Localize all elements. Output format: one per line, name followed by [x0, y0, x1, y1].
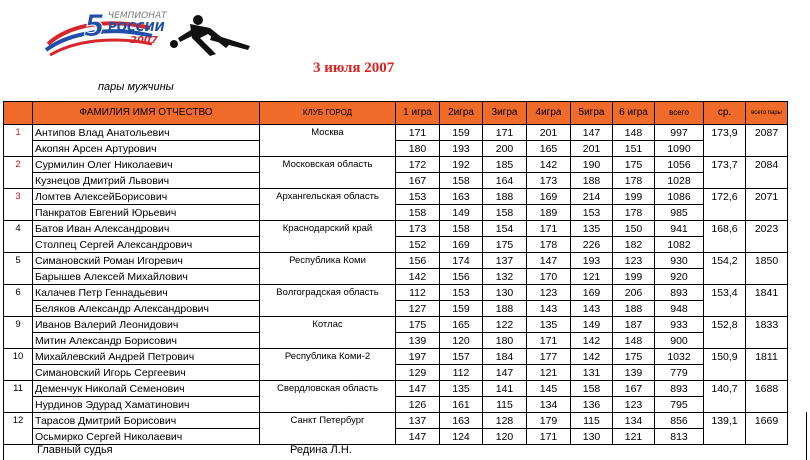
bowler-icon [170, 15, 250, 56]
player-name: Деменчук Николай Семенович [33, 381, 260, 397]
rank-cell: 12 [4, 413, 33, 429]
pair-average: 154,2 [704, 253, 746, 269]
pair-total: 1841 [746, 285, 788, 301]
game-score: 120 [483, 429, 527, 445]
pair-total [746, 205, 788, 221]
game-score: 147 [396, 381, 440, 397]
table-row [4, 381, 788, 397]
game-score: 192 [440, 157, 483, 173]
game-score: 171 [527, 429, 571, 445]
category-subtitle: пары мужчины [98, 81, 174, 93]
game-score: 200 [483, 141, 527, 157]
header-pair-total: всего пары [746, 102, 788, 125]
pair-total [746, 397, 788, 413]
game-score: 188 [613, 301, 655, 317]
game-score: 158 [440, 221, 483, 237]
player-total: 1086 [655, 189, 704, 205]
pair-average [704, 269, 746, 285]
rank-cell [4, 237, 33, 253]
player-total: 1032 [655, 349, 704, 365]
game-score: 112 [396, 285, 440, 301]
header-average: ср. [704, 102, 746, 125]
game-score: 184 [483, 349, 527, 365]
game-score: 127 [396, 301, 440, 317]
pair-total: 1688 [746, 381, 788, 397]
game-score: 128 [483, 413, 527, 429]
game-score: 165 [527, 141, 571, 157]
table-row [4, 397, 788, 413]
game-score: 121 [613, 429, 655, 445]
player-name: Сурмилин Олег Николаевич [33, 157, 260, 173]
player-total: 1082 [655, 237, 704, 253]
table-row [4, 349, 788, 365]
player-total: 1028 [655, 173, 704, 189]
game-score: 149 [440, 205, 483, 221]
game-score: 139 [613, 365, 655, 381]
game-score: 148 [613, 125, 655, 141]
pair-total: 1669 [746, 413, 788, 429]
rank-cell: 4 [4, 221, 33, 237]
player-name: Осьмирко Сергей Николаевич [33, 429, 260, 445]
game-score: 123 [613, 253, 655, 269]
game-score: 130 [483, 285, 527, 301]
game-score: 135 [571, 221, 613, 237]
game-score: 135 [440, 381, 483, 397]
player-total: 779 [655, 365, 704, 381]
pair-total: 1850 [746, 253, 788, 269]
pair-average [704, 141, 746, 157]
player-name: Симановский Игорь Сергеевич [33, 365, 260, 381]
game-score: 174 [440, 253, 483, 269]
player-name: Калачев Петр Геннадьевич [33, 285, 260, 301]
table-row [4, 333, 788, 349]
player-total: 856 [655, 413, 704, 429]
pair-average: 139,1 [704, 413, 746, 429]
game-score: 214 [571, 189, 613, 205]
game-score: 178 [527, 237, 571, 253]
game-score: 171 [527, 333, 571, 349]
player-total: 893 [655, 381, 704, 397]
game-score: 163 [440, 189, 483, 205]
game-score: 188 [483, 189, 527, 205]
game-score: 190 [571, 157, 613, 173]
club-cell: Свердловская область [260, 381, 396, 397]
pair-average: 150,9 [704, 349, 746, 365]
club-cell [260, 397, 396, 413]
game-score: 115 [483, 397, 527, 413]
game-score: 115 [571, 413, 613, 429]
pair-total [746, 141, 788, 157]
player-name: Акопян Арсен Артурович [33, 141, 260, 157]
game-score: 143 [527, 301, 571, 317]
club-cell: Московская область [260, 157, 396, 173]
header-game-6: 6 игра [613, 102, 655, 125]
pair-total [746, 269, 788, 285]
results-table [3, 101, 788, 445]
player-name: Нурдинов Эдурад Хаматинович [33, 397, 260, 413]
table-row [4, 173, 788, 189]
game-score: 156 [396, 253, 440, 269]
game-score: 201 [527, 125, 571, 141]
table-row [4, 301, 788, 317]
player-total: 941 [655, 221, 704, 237]
game-score: 164 [483, 173, 527, 189]
game-score: 182 [613, 237, 655, 253]
club-cell: Республика Коми [260, 253, 396, 269]
pair-average: 172,6 [704, 189, 746, 205]
rank-cell [4, 365, 33, 381]
header-total: всего [655, 102, 704, 125]
header-game-1: 1 игра [396, 102, 440, 125]
player-name: Беляков Александр Александрович [33, 301, 260, 317]
game-score: 151 [613, 141, 655, 157]
table-row [4, 285, 788, 301]
game-score: 134 [527, 397, 571, 413]
game-score: 130 [571, 429, 613, 445]
game-score: 141 [483, 381, 527, 397]
rank-cell: 5 [4, 253, 33, 269]
logo-line1: ЧЕМПИОНАТ [108, 11, 167, 21]
game-score: 175 [483, 237, 527, 253]
table-row [4, 237, 788, 253]
club-cell [260, 333, 396, 349]
player-name: Столпец Сергей Александрович [33, 237, 260, 253]
game-score: 136 [571, 397, 613, 413]
player-name: Ломтев АлексейБорисович [33, 189, 260, 205]
game-score: 187 [613, 317, 655, 333]
game-score: 171 [483, 125, 527, 141]
game-score: 226 [571, 237, 613, 253]
club-cell [260, 269, 396, 285]
game-score: 153 [571, 205, 613, 221]
pair-average: 173,9 [704, 125, 746, 141]
rank-cell [4, 269, 33, 285]
player-total: 985 [655, 205, 704, 221]
player-name: Иванов Валерий Леонидович [33, 317, 260, 333]
game-score: 122 [483, 317, 527, 333]
pair-average [704, 333, 746, 349]
pair-average [704, 173, 746, 189]
pair-total: 2084 [746, 157, 788, 173]
game-score: 123 [613, 397, 655, 413]
event-date: 3 июля 2007 [313, 60, 395, 76]
game-score: 169 [527, 189, 571, 205]
header-game-4: 4игра [527, 102, 571, 125]
pair-average: 152,8 [704, 317, 746, 333]
pair-total: 2071 [746, 189, 788, 205]
game-score: 147 [527, 253, 571, 269]
pair-average [704, 237, 746, 253]
table-row [4, 317, 788, 333]
table-row [4, 157, 788, 173]
game-score: 206 [613, 285, 655, 301]
club-cell: Архангельская область [260, 189, 396, 205]
game-score: 172 [396, 157, 440, 173]
game-score: 121 [571, 269, 613, 285]
header-game-2: 2игра [440, 102, 483, 125]
game-score: 177 [527, 349, 571, 365]
table-row [4, 253, 788, 269]
game-score: 132 [483, 269, 527, 285]
pair-average [704, 429, 746, 445]
club-cell [260, 173, 396, 189]
game-score: 169 [571, 285, 613, 301]
player-total: 1090 [655, 141, 704, 157]
game-score: 158 [396, 205, 440, 221]
club-cell: Республика Коми-2 [260, 349, 396, 365]
club-cell: Краснодарский край [260, 221, 396, 237]
table-row [4, 205, 788, 221]
player-total: 795 [655, 397, 704, 413]
game-score: 175 [396, 317, 440, 333]
table-row [4, 189, 788, 205]
rank-cell: 9 [4, 317, 33, 333]
game-score: 153 [440, 285, 483, 301]
game-score: 193 [440, 141, 483, 157]
game-score: 199 [613, 189, 655, 205]
game-score: 167 [396, 173, 440, 189]
club-cell [260, 237, 396, 253]
game-score: 142 [571, 349, 613, 365]
game-score: 154 [483, 221, 527, 237]
game-score: 129 [396, 365, 440, 381]
player-total: 930 [655, 253, 704, 269]
rank-cell [4, 333, 33, 349]
club-cell: Санкт Петербург [260, 413, 396, 429]
pair-total [746, 301, 788, 317]
rank-cell: 1 [4, 125, 33, 141]
pair-average [704, 205, 746, 221]
game-score: 171 [527, 221, 571, 237]
header-rank [4, 102, 33, 125]
player-name: Барышев Алексей Михайлович [33, 269, 260, 285]
club-cell: Москва [260, 125, 396, 141]
game-score: 170 [527, 269, 571, 285]
game-score: 139 [396, 333, 440, 349]
game-score: 175 [613, 157, 655, 173]
pair-average [704, 365, 746, 381]
pair-total: 1833 [746, 317, 788, 333]
game-score: 126 [396, 397, 440, 413]
game-score: 143 [571, 301, 613, 317]
game-score: 163 [440, 413, 483, 429]
player-name: Тарасов Дмитрий Борисович [33, 413, 260, 429]
player-name: Панкратов Евгений Юрьевич [33, 205, 260, 221]
header-name: ФАМИЛИЯ ИМЯ ОТЧЕСТВО [33, 102, 260, 125]
pair-total: 2087 [746, 125, 788, 141]
game-score: 201 [571, 141, 613, 157]
game-score: 167 [613, 381, 655, 397]
pair-average [704, 301, 746, 317]
player-name: Михайлевский Андрей Петрович [33, 349, 260, 365]
pair-average: 168,6 [704, 221, 746, 237]
player-name: Антипов Влад Анатольевич [33, 125, 260, 141]
game-score: 179 [527, 413, 571, 429]
game-score: 120 [440, 333, 483, 349]
game-score: 148 [613, 333, 655, 349]
club-cell: Котлас [260, 317, 396, 333]
game-score: 123 [527, 285, 571, 301]
rank-cell: 6 [4, 285, 33, 301]
game-score: 180 [483, 333, 527, 349]
rank-cell: 11 [4, 381, 33, 397]
club-cell [260, 301, 396, 317]
rank-cell [4, 141, 33, 157]
table-row [4, 365, 788, 381]
game-score: 142 [396, 269, 440, 285]
table-row [4, 221, 788, 237]
game-score: 156 [440, 269, 483, 285]
pair-average: 153,4 [704, 285, 746, 301]
player-total: 1056 [655, 157, 704, 173]
game-score: 137 [396, 413, 440, 429]
header-club: КЛУБ ГОРОД [260, 102, 396, 125]
club-cell [260, 205, 396, 221]
player-name: Симановский Роман Игоревич [33, 253, 260, 269]
header-game-5: 5игра [571, 102, 613, 125]
pair-average: 140,7 [704, 381, 746, 397]
game-score: 188 [571, 173, 613, 189]
game-score: 112 [440, 365, 483, 381]
game-score: 134 [613, 413, 655, 429]
championship-logo [40, 4, 260, 60]
game-score: 142 [527, 157, 571, 173]
logo-year: 2007 [130, 35, 158, 46]
game-score: 178 [613, 173, 655, 189]
game-score: 147 [483, 365, 527, 381]
pair-average: 173,7 [704, 157, 746, 173]
player-total: 920 [655, 269, 704, 285]
table-row [4, 141, 788, 157]
game-score: 158 [440, 173, 483, 189]
pair-total [746, 365, 788, 381]
game-score: 149 [571, 317, 613, 333]
game-score: 153 [396, 189, 440, 205]
table-header-row [4, 102, 788, 125]
club-cell [260, 141, 396, 157]
pair-average [704, 397, 746, 413]
game-score: 150 [613, 221, 655, 237]
game-score: 161 [440, 397, 483, 413]
table-row [4, 269, 788, 285]
player-total: 997 [655, 125, 704, 141]
game-score: 199 [613, 269, 655, 285]
table-row [4, 429, 788, 445]
pair-total [746, 173, 788, 189]
player-name: Батов Иван Александрович [33, 221, 260, 237]
player-total: 813 [655, 429, 704, 445]
game-score: 171 [396, 125, 440, 141]
player-name: Митин Александр Борисович [33, 333, 260, 349]
header-game-3: 3игра [483, 102, 527, 125]
logo-number: 5 [84, 9, 105, 44]
player-name: Кузнецов Дмитрий Львович [33, 173, 260, 189]
pair-total [746, 333, 788, 349]
club-cell: Волгоградская область [260, 285, 396, 301]
player-total: 900 [655, 333, 704, 349]
game-score: 152 [396, 237, 440, 253]
game-score: 158 [571, 381, 613, 397]
game-score: 158 [483, 205, 527, 221]
rank-cell: 2 [4, 157, 33, 173]
game-score: 157 [440, 349, 483, 365]
player-total: 893 [655, 285, 704, 301]
game-score: 145 [527, 381, 571, 397]
rank-cell [4, 301, 33, 317]
game-score: 178 [613, 205, 655, 221]
chief-judge-name: Редина Л.Н. [290, 444, 352, 456]
game-score: 173 [396, 221, 440, 237]
pair-total [746, 429, 788, 445]
player-total: 948 [655, 301, 704, 317]
game-score: 165 [440, 317, 483, 333]
table-row [4, 413, 788, 429]
table-row [4, 125, 788, 141]
game-score: 131 [571, 365, 613, 381]
game-score: 193 [571, 253, 613, 269]
game-score: 169 [440, 237, 483, 253]
game-score: 121 [527, 365, 571, 381]
game-score: 197 [396, 349, 440, 365]
pair-total [746, 237, 788, 253]
game-score: 189 [527, 205, 571, 221]
rank-cell [4, 397, 33, 413]
game-score: 142 [571, 333, 613, 349]
game-score: 180 [396, 141, 440, 157]
game-score: 124 [440, 429, 483, 445]
game-score: 185 [483, 157, 527, 173]
club-cell [260, 365, 396, 381]
game-score: 175 [613, 349, 655, 365]
rank-cell: 10 [4, 349, 33, 365]
game-score: 188 [483, 301, 527, 317]
chief-judge-label: Главный судья [37, 444, 113, 456]
logo-line2: РОССИИ [108, 20, 165, 34]
club-cell [260, 429, 396, 445]
player-total: 933 [655, 317, 704, 333]
game-score: 147 [571, 125, 613, 141]
pair-total: 2023 [746, 221, 788, 237]
rank-cell [4, 205, 33, 221]
rank-cell [4, 173, 33, 189]
rank-cell: 3 [4, 189, 33, 205]
game-score: 135 [527, 317, 571, 333]
game-score: 159 [440, 301, 483, 317]
game-score: 147 [396, 429, 440, 445]
game-score: 173 [527, 173, 571, 189]
pair-total: 1811 [746, 349, 788, 365]
game-score: 159 [440, 125, 483, 141]
rank-cell [4, 429, 33, 445]
game-score: 137 [483, 253, 527, 269]
